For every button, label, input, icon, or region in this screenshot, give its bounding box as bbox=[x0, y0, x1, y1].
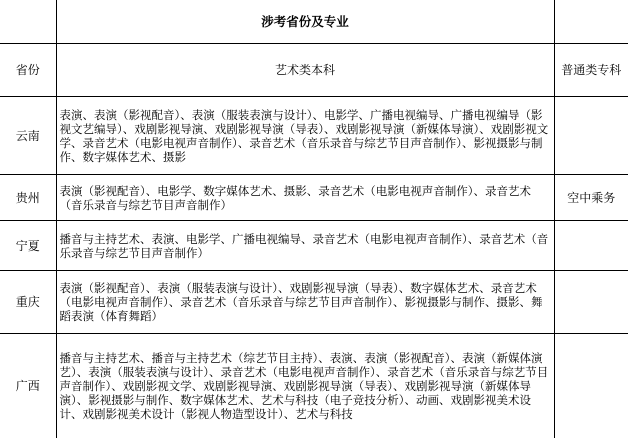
title-blank-cell-right bbox=[554, 0, 628, 44]
province-cell: 宁夏 bbox=[0, 221, 56, 271]
art-majors-cell: 表演（影视配音）、电影学、数字媒体艺术、摄影、录音艺术（电影电视声音制作）、录音艺术（音乐录音与综艺节目声音制作） bbox=[56, 175, 554, 221]
table-title: 涉考省份及专业 bbox=[56, 0, 554, 44]
general-majors-cell bbox=[554, 221, 628, 271]
art-majors-cell: 播音与主持艺术、表演、电影学、广播电视编导、录音艺术（电影电视声音制作）、录音艺术（音乐录音与综艺节目声音制作） bbox=[56, 221, 554, 271]
general-majors-cell bbox=[554, 271, 628, 334]
province-cell: 重庆 bbox=[0, 271, 56, 334]
art-majors-cell: 表演（影视配音）、表演（服装表演与设计）、戏剧影视导演（导表）、数字媒体艺术、录音艺术（电影电视声音制作）、录音艺术（音乐录音与综艺节目声音制作）、影视摄影与制作、摄影、舞蹈表演（体育舞蹈） bbox=[56, 271, 554, 334]
header-general: 普通类专科 bbox=[554, 44, 628, 97]
art-majors-cell: 播音与主持艺术、播音与主持艺术（综艺节目主持）、表演、表演（影视配音）、表演（新媒体演艺）、表演（服装表演与设计）、录音艺术（电影电视声音制作）、录音艺术（音乐录音与综艺节目声音制作）、戏剧影视文学、戏剧影视导演、戏剧影视导演（导表）、戏剧影视导演（新媒体导演）、影视摄影与制作、数字媒体艺术、艺术与科技（电子竞技分析）、动画、戏剧影视美术设计、戏剧影视美术设计（影视人物造型设计）、艺术与科技 bbox=[56, 334, 554, 438]
general-majors-cell bbox=[554, 334, 628, 438]
art-majors-cell: 表演、表演（影视配音）、表演（服装表演与设计）、电影学、广播电视编导、广播电视编导（影视文艺编导）、戏剧影视导演、戏剧影视导演（导表）、戏剧影视导演（新媒体导演）、戏剧影视文学、录音艺术（电影电视声音制作）、录音艺术（音乐录音与综艺节目声音制作）、影视摄影与制作、数字媒体艺术、摄影 bbox=[56, 97, 554, 175]
table-row-chongqing bbox=[0, 271, 628, 334]
table-row-yunnan bbox=[0, 97, 628, 175]
header-row bbox=[0, 44, 628, 97]
table-row-guangxi bbox=[0, 334, 628, 438]
table-row-ningxia bbox=[0, 221, 628, 271]
province-cell: 贵州 bbox=[0, 175, 56, 221]
title-blank-cell bbox=[0, 0, 56, 44]
header-province: 省份 bbox=[0, 44, 56, 97]
general-majors-cell: 空中乘务 bbox=[554, 175, 628, 221]
province-cell: 云南 bbox=[0, 97, 56, 175]
table-row-guizhou bbox=[0, 175, 628, 221]
title-row bbox=[0, 0, 628, 44]
province-cell: 广西 bbox=[0, 334, 56, 438]
header-art: 艺术类本科 bbox=[56, 44, 554, 97]
general-majors-cell bbox=[554, 97, 628, 175]
